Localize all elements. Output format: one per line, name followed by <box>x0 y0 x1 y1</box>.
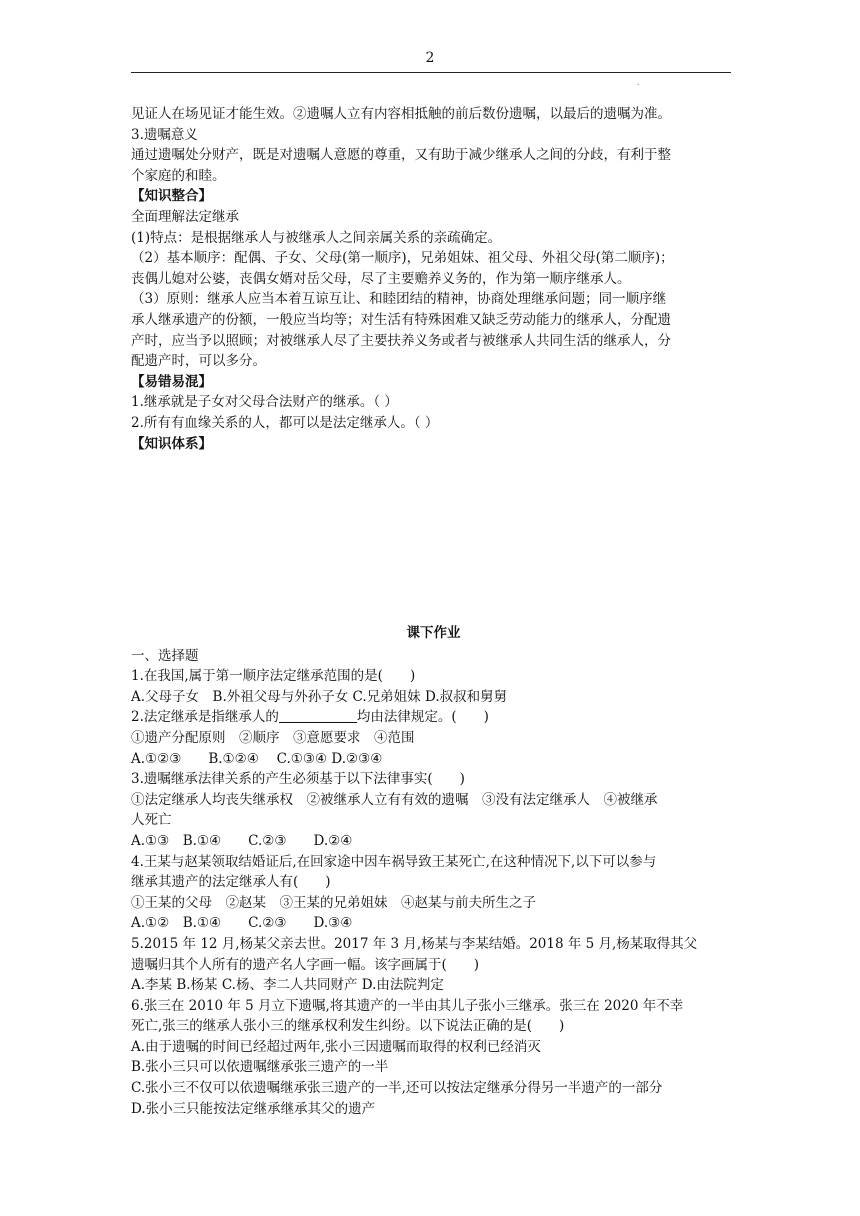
question-options: A.①②③ B.①②④ C.①③④ D.②③④ <box>131 750 383 767</box>
fill-blank <box>279 708 357 723</box>
question-text: 均由法律规定。( ) <box>356 709 489 726</box>
question: 5.2015 年 12 月,杨某父亲去世。2017 年 3 月,杨某与李某结婚。2018 年 5 月,杨某取得其父 <box>131 935 698 952</box>
header-rule <box>131 72 731 73</box>
section-label: 一、选择题 <box>131 647 199 664</box>
body-line: 见证人在场见证才能生效。②遗嘱人立有内容相抵触的前后数份遗嘱，以最后的遗嘱为准。 <box>131 106 671 122</box>
section-heading: 【知识整合】 <box>131 188 212 205</box>
body-line: （3）原则：继承人应当本着互谅互让、和睦团结的精神，协商处理继承问题；同一顺序继 <box>131 291 667 308</box>
question: 4.王某与赵某领取结婚证后,在回家途中因车祸导致王某死亡,在这种情况下,以下可以参与 <box>131 853 657 870</box>
body-text <box>131 104 736 454</box>
question <box>131 707 736 728</box>
question-items: ①遗产分配原则 ②顺序 ③意愿要求 ④范围 <box>131 729 415 746</box>
question-items: ①法定继承人均丧失继承权 ②被继承人立有有效的遗嘱 ③没有法定继承人 ④被继承 <box>131 791 658 808</box>
question-option: B.张小三只可以依遗嘱继承张三遗产的一半 <box>131 1059 389 1076</box>
section-heading: 【易错易混】 <box>131 373 212 390</box>
question: 遗嘱归其个人所有的遗产名人字画一幅。该字画属于( ) <box>131 956 480 973</box>
question: 6.张三在 2010 年 5 月立下遗嘱,将其遗产的一半由其儿子张小三继承。张三在 2020 年不幸 <box>131 997 684 1014</box>
question-options: A.父母子女 B.外祖父母与外孙子女 C.兄弟姐妹 D.叔叔和舅舅 <box>131 688 508 705</box>
question-options: A.①③ B.①④ C.②③ D.②④ <box>131 832 353 849</box>
body-line: 产时，应当予以照顾；对被继承人尽了主要扶养义务或者与被继承人共同生活的继承人，分 <box>131 332 671 349</box>
question-items: ①王某的父母 ②赵某 ③王某的兄弟姐妹 ④赵某与前夫所生之子 <box>131 894 536 911</box>
body-line: (1)特点：是根据继承人与被继承人之间亲属关系的亲疏确定。 <box>131 229 502 246</box>
body-line: 配遗产时，可以多分。 <box>131 353 266 370</box>
question-option: A.由于遗嘱的时间已经超过两年,张小三因遗嘱而取得的权利已经消灭 <box>131 1038 541 1055</box>
body-line: 全面理解法定继承 <box>131 208 239 225</box>
body-line: 1.继承就是子女对父母合法财产的继承。（ ） <box>131 394 398 411</box>
header-dot: . <box>637 78 640 87</box>
body-line: （2）基本顺序：配偶、子女、父母(第一顺序)，兄弟姐妹、祖父母、外祖父母(第二顺序)； <box>131 250 674 267</box>
body-line: 个家庭的和睦。 <box>131 167 226 184</box>
section-heading: 【知识体系】 <box>131 435 212 452</box>
body-line: 丧偶儿媳对公婆，丧偶女婿对岳父母，尽了主要赡养义务的，作为第一顺序继承人。 <box>131 270 631 287</box>
homework-title: 课下作业 <box>406 625 461 641</box>
question: 死亡,张三的继承人张小三的继承权利发生纠纷。以下说法正确的是( ) <box>131 1018 565 1035</box>
question-option: C.张小三不仅可以依遗嘱继承张三遗产的一半,还可以按法定继承分得另一半遗产的一部分 <box>131 1080 663 1097</box>
question-option: D.张小三只能按法定继承继承其父的遗产 <box>131 1100 376 1117</box>
question: 3.遗嘱继承法律关系的产生必须基于以下法律事实( ) <box>131 771 465 788</box>
page-number: 2 <box>425 50 435 66</box>
question: 1.在我国,属于第一顺序法定继承范围的是( ) <box>131 668 416 685</box>
body-line: 3.遗嘱意义 <box>131 126 198 143</box>
question-options: A.李某 B.杨某 C.杨、李二人共同财产 D.由法院判定 <box>131 977 444 994</box>
question-text: 2.法定继承是指继承人的 <box>131 709 279 726</box>
body-line: 2.所有有血缘关系的人，都可以是法定继承人。（ ） <box>131 414 439 431</box>
homework-section <box>131 623 736 1119</box>
body-line: 通过遗嘱处分财产，既是对遗嘱人意愿的尊重，又有助于减少继承人之间的分歧，有利于整 <box>131 147 671 164</box>
question-options: A.①② B.①④ C.②③ D.③④ <box>131 915 353 932</box>
question-items: 人死亡 <box>131 812 172 829</box>
question: 继承其遗产的法定继承人有( ) <box>131 874 331 891</box>
body-line: 承人继承遗产的份额，一般应当均等；对生活有特殊困难又缺乏劳动能力的继承人，分配遗 <box>131 311 671 328</box>
